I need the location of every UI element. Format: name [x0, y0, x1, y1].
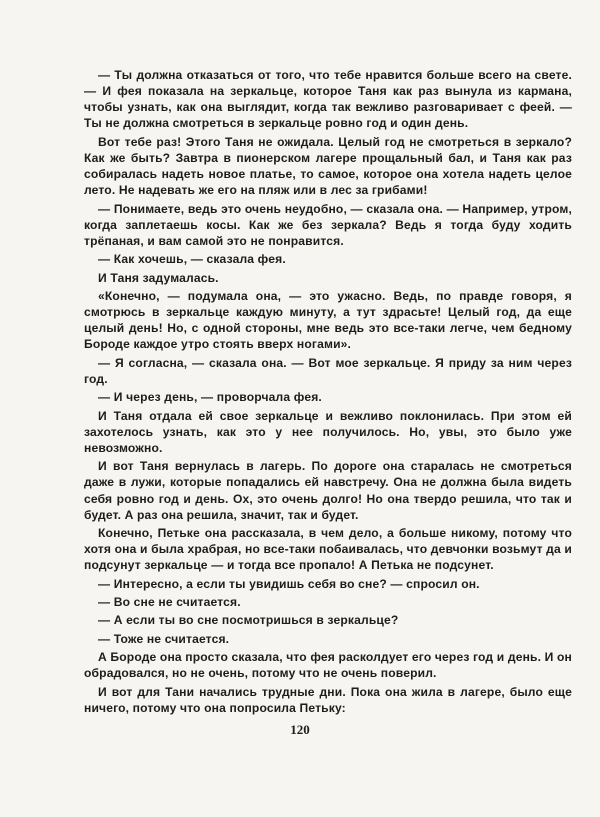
paragraph: А Бороде она просто сказала, что фея расколдует его через год и день. И он обрадовался, но не очень, потому что не очень поверил.	[84, 650, 572, 681]
paragraph: — Ты должна отказаться от того, что тебе нравится больше всего на свете. — И фея показала на зеркальце, которое Таня как раз вынула из кармана, чтобы узнать, как она выглядит, когда так вежливо разговаривает с феей. — Ты не должна смотреться в зеркальце ровно год и один день.	[84, 68, 572, 131]
paragraph: — Я согласна, — сказала она. — Вот мое зеркальце. Я приду за ним через год.	[84, 355, 572, 386]
paragraph: «Конечно, — подумала она, — это ужасно. Ведь, по правде говоря, я смотрюсь в зеркальце каждую минуту, а тут здрасьте! Целый год, да еще целый день! Но, с одной стороны, мне ведь это все-таки легче, чем бедному Бороде каждое утро стоять вверх ногами».	[84, 288, 572, 352]
paragraph: И Таня отдала ей свое зеркальце и вежливо поклонилась. При этом ей захотелось узнать, как это у нее получилось. Но, увы, это было уже невозможно.	[84, 408, 572, 455]
paragraph: — Интересно, а если ты увидишь себя во сне? — спросил он.	[98, 576, 480, 591]
paragraph: И Таня задумалась.	[98, 270, 219, 285]
paragraph: — Понимаете, ведь это очень неудобно, — сказала она. — Например, утром, когда заплетаешь косы. Как же без зеркала? Ведь я тогда буду ходить трёпаная, и вам самой это не понравится.	[84, 201, 572, 248]
page-number: 120	[290, 722, 310, 737]
paragraph: — Как хочешь, — сказала фея.	[98, 252, 286, 267]
paragraph: — И через день, — проворчала фея.	[98, 390, 322, 405]
paragraph: Вот тебе раз! Этого Таня не ожидала. Целый год не смотреться в зеркало? Как же быть? Завтра в пионерском лагере прощальный бал, и Таня как раз собиралась надеть новое платье, то самое, которое она хотела надеть целое лето. Не надевать же его на пляж или в лес за грибами!	[84, 134, 572, 198]
paragraph: — А если ты во сне посмотришься в зеркальце?	[98, 613, 399, 628]
paragraph: И вот для Тани начались трудные дни. Пока она жила в лагере, было еще ничего, потому что она попросила Петьку:	[84, 684, 572, 715]
paragraph: Конечно, Петьке она рассказала, в чем дело, а больше никому, потому что хотя она и была храбрая, но все-таки побаивалась, что девчонки возьмут да и подсунут зеркальце — и тогда все пропало! А Петька не подсунет.	[84, 526, 572, 573]
body-text	[84, 67, 572, 718]
paragraph: — Тоже не считается.	[98, 631, 230, 646]
paragraph: — Во сне не считается.	[98, 595, 241, 610]
paragraph: И вот Таня вернулась в лагерь. По дороге она старалась не смотреться даже в лужи, которые попадались ей навстречу. Она не должна была видеть себя ровно год и день. Ох, это очень долго! Но она твердо решила, что так и будет. А раз она решила, значит, так и будет.	[84, 459, 572, 522]
